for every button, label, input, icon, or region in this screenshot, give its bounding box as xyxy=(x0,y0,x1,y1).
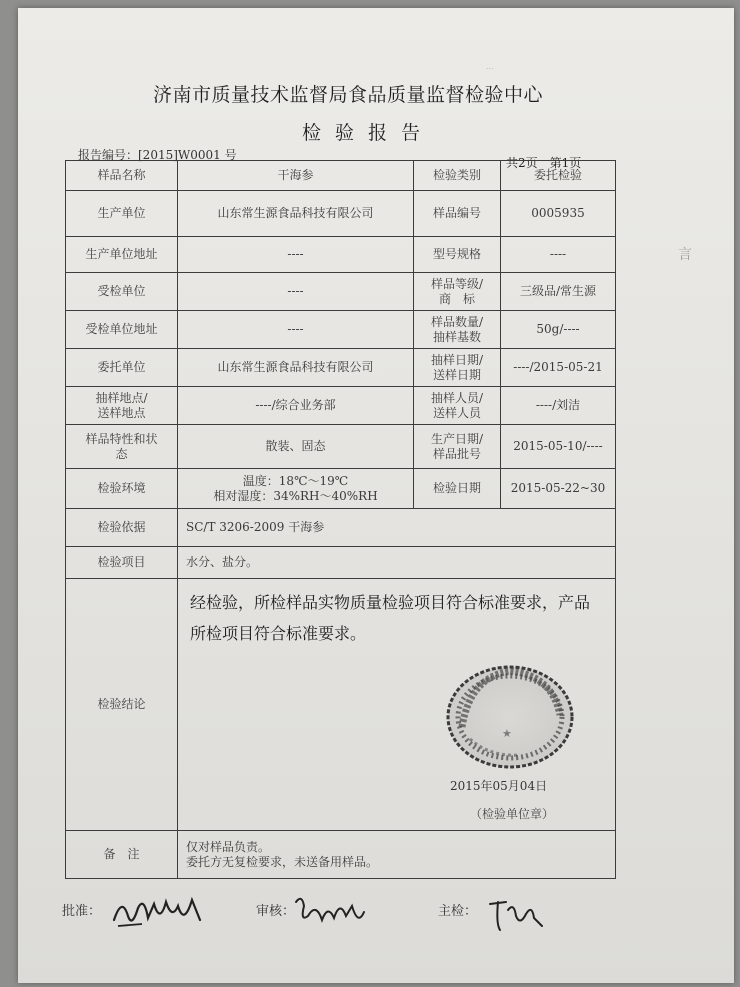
conclusion-unit-seal-label: （检验单位章） xyxy=(470,807,555,821)
sample-no-label: 样品编号 xyxy=(414,191,501,237)
remarks-line: 委托方无复检要求，未送备用样品。 xyxy=(186,854,379,869)
client-label: 委托单位 xyxy=(66,349,178,387)
sampler-value: ----/刘洁 xyxy=(501,387,616,425)
sample-name-value: 干海参 xyxy=(178,161,414,191)
page-info: 共2页 第1页 xyxy=(506,156,582,170)
approver-signature xyxy=(108,890,212,934)
remarks-value xyxy=(178,831,616,879)
sampler-label-line: 送样人员 xyxy=(432,405,481,420)
model-label: 型号规格 xyxy=(414,237,501,273)
client-value: 山东常生源食品科技有限公司 xyxy=(178,349,414,387)
grade-value: 三级品/常生源 xyxy=(501,273,616,311)
table-row xyxy=(66,425,616,469)
test-date-value: 2015-05-22~30 xyxy=(501,469,616,509)
report-title: 检验报告 xyxy=(301,122,434,144)
table-row xyxy=(66,161,616,191)
production-date-label-line: 生产日期/ xyxy=(430,431,484,446)
conclusion-date: 2015年05月04日 xyxy=(450,779,548,793)
institution-title: 济南市质量技术监督局食品质量监督检验中心 xyxy=(152,84,543,106)
review-label: 审核： xyxy=(256,904,296,919)
characteristics-value: 散装、固态 xyxy=(178,425,414,469)
sample-date-label-line: 抽样日期/ xyxy=(430,352,484,367)
conclusion-text: 经检验，所检样品实物质量检验项目符合标准要求，产品所检项目符合标准要求。 xyxy=(190,593,591,643)
basis-label: 检验依据 xyxy=(66,509,178,547)
environment-temperature: 温度：18℃～19℃ xyxy=(242,473,349,488)
inspection-type-value: 委托检验 xyxy=(501,161,616,191)
sample-date-value: ----/2015-05-21 xyxy=(501,349,616,387)
quantity-label xyxy=(414,311,501,349)
chief-inspector-label: 主检： xyxy=(438,904,478,919)
reviewer-signature xyxy=(292,892,370,934)
inspected-unit-label: 受检单位 xyxy=(66,273,178,311)
sample-name-label: 样品名称 xyxy=(66,161,178,191)
sampler-label xyxy=(414,387,501,425)
remarks-label: 备 注 xyxy=(66,831,178,879)
table-row xyxy=(66,349,616,387)
items-label: 检验项目 xyxy=(66,547,178,579)
conclusion-label: 检验结论 xyxy=(66,579,178,831)
margin-mark: 言 xyxy=(678,247,692,263)
model-value: ---- xyxy=(501,237,616,273)
official-seal-stamp xyxy=(440,657,580,769)
report-number: 报告编号：[2015]W0001 号 xyxy=(78,148,237,162)
producer-label: 生产单位 xyxy=(66,191,178,237)
sample-place-label-line: 抽样地点/ xyxy=(95,390,148,405)
report-table xyxy=(65,160,616,879)
inspected-address-value: ---- xyxy=(178,311,414,349)
table-row xyxy=(66,273,616,311)
producer-address-label: 生产单位地址 xyxy=(66,237,178,273)
table-row xyxy=(66,831,616,879)
table-row xyxy=(66,237,616,273)
characteristics-label-line: 样品特性和状 xyxy=(85,431,158,446)
quantity-label-line: 抽样基数 xyxy=(432,329,481,344)
inspected-unit-value: ---- xyxy=(178,273,414,311)
quantity-label-line: 样品数量/ xyxy=(430,314,484,329)
inspected-address-label: 受检单位地址 xyxy=(66,311,178,349)
grade-label-line: 商 标 xyxy=(438,291,475,306)
production-date-value: 2015-05-10/---- xyxy=(501,425,616,469)
approve-label: 批准： xyxy=(62,904,102,919)
characteristics-label xyxy=(66,425,178,469)
environment-label: 检验环境 xyxy=(66,469,178,509)
characteristics-label-line: 态 xyxy=(115,446,128,461)
sample-place-label-line: 送样地点 xyxy=(97,405,146,420)
table-row xyxy=(66,547,616,579)
environment-humidity: 相对湿度：34%RH～40%RH xyxy=(213,488,378,503)
sample-date-label-line: 送样日期 xyxy=(432,367,481,382)
grade-label xyxy=(414,273,501,311)
table-row xyxy=(66,311,616,349)
svg-text:★: ★ xyxy=(502,727,512,740)
remarks-line: 仅对样品负责。 xyxy=(186,839,271,854)
producer-address-value: ---- xyxy=(178,237,414,273)
table-row xyxy=(66,387,616,425)
inspection-type-label: 检验类别 xyxy=(414,161,501,191)
table-row xyxy=(66,509,616,547)
serial-number: ... xyxy=(486,62,494,71)
chief-inspector-signature xyxy=(486,896,548,936)
sample-place-label xyxy=(66,387,178,425)
table-row xyxy=(66,469,616,509)
environment-value xyxy=(178,469,414,509)
test-date-label: 检验日期 xyxy=(414,469,501,509)
production-date-label-line: 样品批号 xyxy=(432,446,481,461)
quantity-value: 50g/---- xyxy=(501,311,616,349)
table-row xyxy=(66,191,616,237)
grade-label-line: 样品等级/ xyxy=(430,276,484,291)
items-value: 水分、盐分。 xyxy=(178,547,616,579)
table-row xyxy=(66,579,616,831)
production-date-label xyxy=(414,425,501,469)
sampler-label-line: 抽样人员/ xyxy=(430,390,484,405)
sample-place-value: ----/综合业务部 xyxy=(178,387,414,425)
conclusion-cell xyxy=(178,579,616,831)
sample-no-value: 0005935 xyxy=(501,191,616,237)
basis-value: SC/T 3206-2009 干海参 xyxy=(178,509,616,547)
sample-date-label xyxy=(414,349,501,387)
producer-value: 山东常生源食品科技有限公司 xyxy=(178,191,414,237)
